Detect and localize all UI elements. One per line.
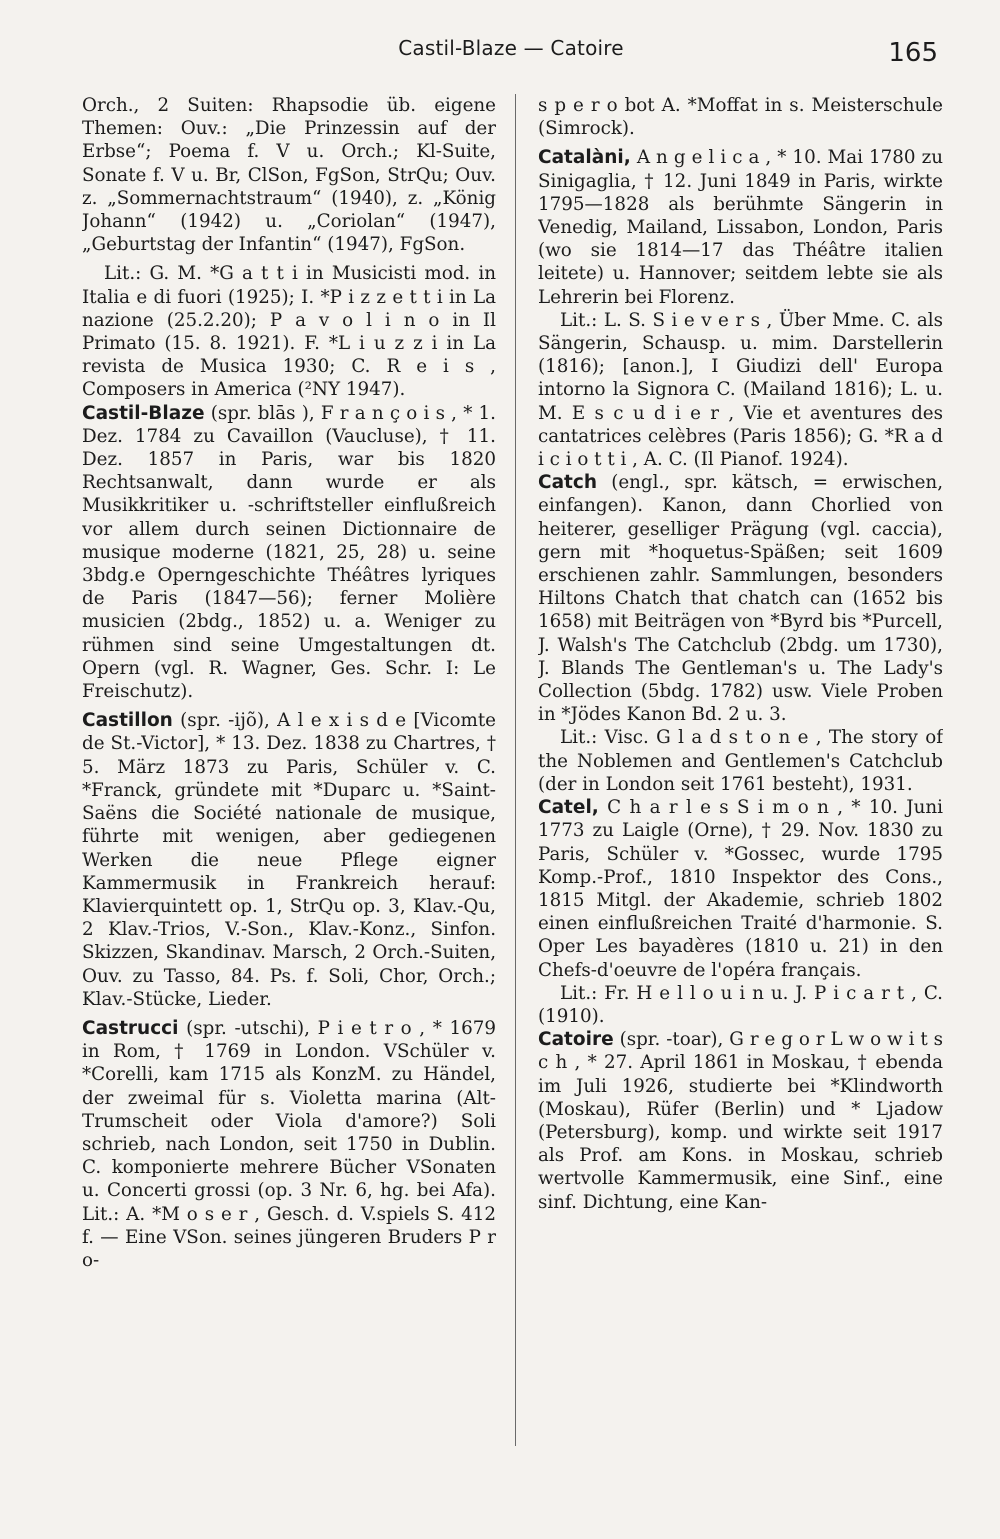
entry-body: (spr. -ijõ), A l e x i s d e [Vicomte de St.-Victor], * 13. Dez. 1838 zu Chartres, † 5. März 1873 zu Paris, Schüler v. C. *Franck, gründete mit *Duparc u. *Saint-Saëns die Société nationale de musique, führte mit wenigen, aber gediegenen Werken die neue Pflege eigner Kammermusik in Frankreich herauf: Klavierquintett op. 1, StrQu op. 3, Klav.-Qu, 2 Klav.-Trios, V.-Son., Klav.-Konz., Sinfon. Skizzen, Skandinav. Marsch, 2 Orch.-Suiten, Ouv. zu Tasso, 84. Ps. f. Soli, Chor, Orch.; Klav.-Stücke, Lieder. [82, 710, 496, 1010]
entry-literature: Lit.: Fr. H e l l o u i n u. J. P i c a r t , C. (1910). [538, 982, 943, 1027]
entry-headword: Catalàni, [538, 147, 631, 169]
entry-catoire [538, 1028, 943, 1214]
entry-body: A n g e l i c a , * 10. Mai 1780 zu Sinigaglia, † 12. Juni 1849 in Paris, wirkte 1795—1828 als berühmte Sängerin in Venedig, Mailand, Lissabon, London, Paris (wo sie 1814—17 das Théâtre italien leitete) u. Hannover; seitdem lebte sie als Lehrerin bei Florenz. [538, 147, 943, 308]
entry-castrucci [82, 1017, 496, 1272]
continued-entry-body: s p e r o bot A. *Moffat in s. Meisterschule (Simrock). [538, 95, 943, 140]
entry-literature: Lit.: L. S. S i e v e r s , Über Mme. C. als Sängerin, Schausp. u. mim. Darstellerin (1816); [anon.], I Giudizi dell' Europa intorno la Signora C. (Mailand 1816); L. u. M. E s c u d i e r , Vie et aventures des cantatrices celèbres (Paris 1856); G. *R a d i c i o t t i , A. C. (Il Pianof. 1924). [538, 309, 943, 471]
entry-castil-blaze [82, 402, 496, 704]
entry-literature: Lit.: Visc. G l a d s t o n e , The story of the Noblemen and Gentlemen's Catchclub (der in London seit 1761 besteht), 1931. [538, 727, 943, 795]
entry-body: (spr. -toar), G r e g o r L w o w i t s c h , * 27. April 1861 in Moskau, † ebenda im Juli 1926, studierte bei *Klindworth (Moskau), Rüfer (Berlin) und * Ljadow (Petersburg), komp. und wirkte seit 1917 als Prof. am Kons. in Moskau, schrieb wertvolle Kammermusik, eine Sinf., eine sinf. Dichtung, eine Kan- [538, 1029, 943, 1213]
entry-body: (spr. -utschi), P i e t r o , * 1679 in Rom, † 1769 in London. VSchüler v. *Corelli, kam 1715 als KonzM. zu Händel, der zweimal für s. Violetta marina (Alt-Trumscheit oder Viola d'amore?) Soli schrieb, nach London, seit 1750 in Dublin. C. komponierte mehrere Bücher VSonaten u. Concerti grossi (op. 3 Nr. 6, hg. bei Afa). Lit.: A. *M o s e r , Gesch. d. V.spiels S. 412 f. — Eine VSon. seines jüngeren Bruders P r o- [82, 1017, 496, 1271]
entry-headword: Castrucci [82, 1017, 179, 1039]
right-column [538, 94, 943, 1474]
continued-entry-text [82, 94, 496, 256]
entry-catel [538, 796, 943, 982]
entry-body: C h a r l e s S i m o n , * 10. Juni 1773 zu Laigle (Orne), † 29. Nov. 1830 zu Paris, Schüler v. *Gossec, wurde 1795 Komp.-Prof., 1810 Inspektor des Cons., 1815 Mitgl. der Akademie, schrieb 1802 einen einflußreichen Traité d'harmonie. S. Oper Les bayadères (1810 u. 21) in den Chefs-d'oeuvre de l'opéra français. [538, 797, 943, 981]
entry-body: (engl., spr. kätsch, = erwischen, einfangen). Kanon, dann Chorlied von heiterer, geselliger Prägung (vgl. caccia), gern mit *hoquetus-Späßen; seit 1609 erschienen zahlr. Sammlungen, besonders Hiltons Chatch that chatch can (1652 bis 1658) mit Beiträgen von *Byrd bis *Purcell, J. Walsh's The Catchclub (2bdg. um 1730), J. Blands The Gentleman's u. The Lady's Collection (5bdg. 1782) usw. Viele Proben in *Jödes Kanon Bd. 2 u. 3. [538, 472, 943, 726]
entry-headword: Castillon [82, 710, 173, 732]
entry-headword: Catel, [538, 797, 599, 819]
entry-headword: Catch [538, 472, 598, 494]
continued-entry-text [538, 94, 943, 140]
entry-catch [538, 471, 943, 726]
entry-body: (spr. blās ), F r a n ç o i s , * 1. Dez. 1784 zu Cavaillon (Vaucluse), † 11. Dez. 1857 in Paris, war bis 1820 Rechtsanwalt, dann wurde er als Musikkritiker u. -schriftsteller einflußreich vor allem durch seinen Dictionnaire de musique moderne (1821, 25, 28) u. seine 3bdg.e Operngeschichte Théâtres lyriques de Paris (1847—56); ferner Molière musicien (2bdg., 1852) u. a. Weniger zu rühmen sind seine Umgestaltungen dt. Opern (vgl. R. Wagner, Ges. Schr. I: Le Freischutz). [82, 402, 496, 703]
entry-catalani [538, 146, 943, 308]
entry-headword: Catoire [538, 1029, 614, 1051]
page-number: 165 [888, 38, 938, 68]
column-divider [515, 94, 516, 1446]
entry-headword: Castil-Blaze [82, 402, 205, 424]
left-column [82, 94, 496, 1474]
page-header [82, 30, 940, 80]
continued-entry-body: Orch., 2 Suiten: Rhapsodie üb. eigene Themen: Ouv.: „Die Prinzessin auf der Erbse“; Poema f. V u. Orch.; Kl-Suite, Sonate f. V u. Br, ClSon, FgSon, StrQu; Ouv. z. „Sommernachtstraum“ (1940), z. „König Johann“ (1942) u. „Coriolan“ (1947), „Geburtstag der Infantin“ (1947), FgSon. [82, 95, 496, 256]
entry-castillon [82, 709, 496, 1011]
running-title: Castil-Blaze — Catoire [398, 36, 624, 60]
continued-entry-literature: Lit.: G. M. *G a t t i in Musicisti mod. in Italia e di fuori (1925); I. *P i z z e t t i in La nazione (25.2.20); P a v o l i n o in Il Primato (15. 8. 1921). F. *L i u z z i in La revista de Musica 1930; C. R e i s , Composers in America (²NY 1947). [82, 263, 496, 401]
